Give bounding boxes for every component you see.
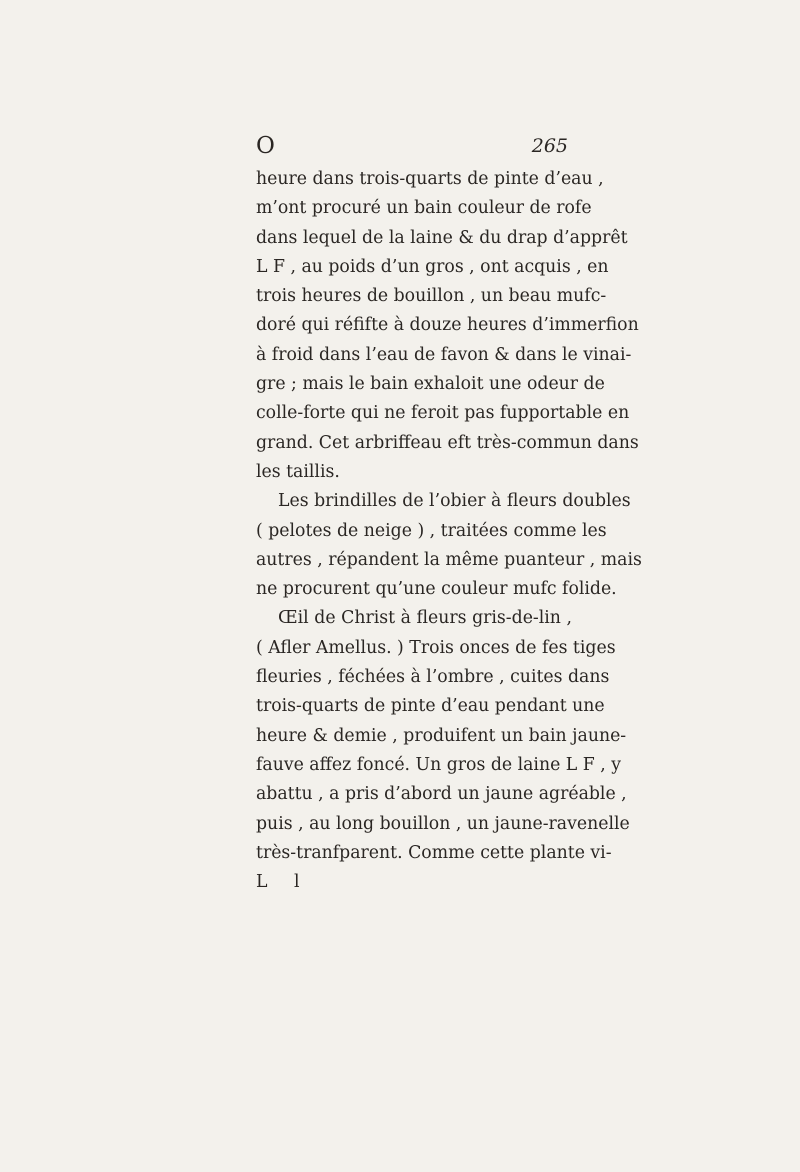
text-line: très-tranfparent. Comme cette plante vi-	[256, 842, 612, 863]
text-line: heure & demie , produifent un bain jaune-	[256, 725, 627, 746]
text-line: fleuries , féchées à l’ombre , cuites dans	[256, 667, 610, 688]
text-line: les taillis.	[256, 461, 340, 482]
signature-number: l	[294, 872, 300, 893]
running-header	[256, 133, 576, 169]
entry-heading-line: Œil de Christ à fleurs gris-de-lin ,	[278, 608, 572, 629]
text-line: m’ont procuré un bain couleur de rofe	[256, 198, 592, 219]
section-letter: O	[256, 133, 275, 159]
signature-mark	[256, 868, 572, 897]
text-line: gre ; mais le bain exhaloit une odeur de	[256, 374, 605, 395]
text-line: heure dans trois-quarts de pinte d’eau ,	[256, 169, 604, 189]
page-number: 265	[531, 135, 568, 157]
text-line: grand. Cet arbriffeau eft très-commun dans	[256, 432, 639, 453]
text-line: doré qui réfifte à douze heures d’immerfion	[256, 315, 639, 336]
text-line: fauve affez foncé. Un gros de laine L F , y	[256, 754, 622, 775]
text-line: L F , au poids d’un gros , ont acquis , en	[256, 256, 609, 277]
text-line: abattu , a pris d’abord un jaune agréable ,	[256, 784, 627, 805]
text-line: trois-quarts de pinte d’eau pendant une	[256, 696, 605, 717]
text-line: ( Afler Amellus. ) Trois onces de fes tiges	[256, 637, 616, 658]
text-line: ne procurent qu’une couleur mufc folide.	[256, 579, 617, 600]
body-text	[256, 165, 642, 897]
text-line: ( pelotes de neige ) , traitées comme les	[256, 520, 607, 541]
text-line: à froid dans l’eau de favon & dans le vinai-	[256, 344, 632, 365]
text-line: puis , au long bouillon , un jaune-ravenelle	[256, 813, 630, 834]
text-line: trois heures de bouillon , un beau mufc-	[256, 286, 607, 307]
text-line: dans lequel de la laine & du drap d’apprêt	[256, 227, 628, 248]
text-line: autres , répandent la même puanteur , mais	[256, 549, 642, 570]
signature-letter: L	[256, 872, 268, 893]
text-line: Les brindilles de l’obier à fleurs doubles	[278, 491, 631, 512]
text-line: colle-forte qui ne feroit pas fupportable en	[256, 403, 630, 424]
